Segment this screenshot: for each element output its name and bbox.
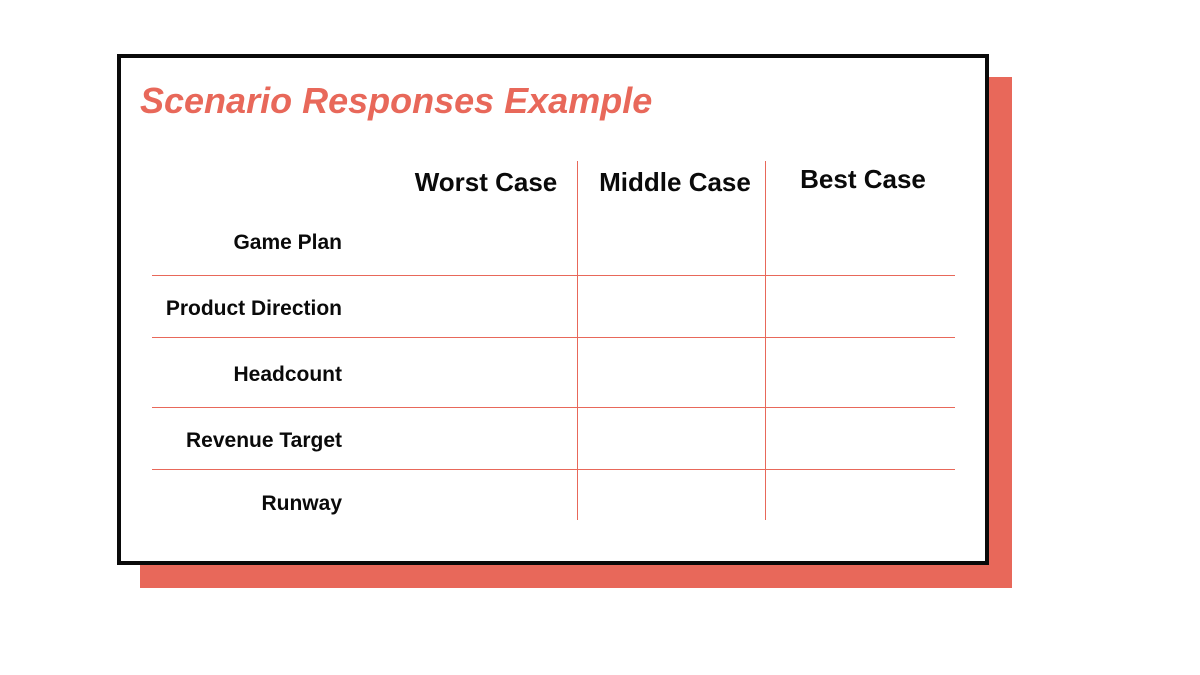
cell-product-direction-middle-case[interactable] [579,277,765,337]
page-title: Scenario Responses Example [140,80,653,121]
cell-game-plan-middle-case[interactable] [579,208,765,275]
row-divider [152,275,955,276]
column-divider [765,161,766,520]
cell-product-direction-worst-case[interactable] [361,277,577,337]
cell-headcount-best-case[interactable] [767,339,955,407]
cell-headcount-worst-case[interactable] [361,339,577,407]
column-header-best-case: Best Case [800,164,926,194]
cell-revenue-target-worst-case[interactable] [361,409,577,469]
cell-revenue-target-middle-case[interactable] [579,409,765,469]
row-divider [152,407,955,408]
cell-runway-middle-case[interactable] [579,471,765,520]
row-label-game-plan: Game Plan [233,231,342,254]
scenario-table-card [117,54,989,565]
cell-runway-best-case[interactable] [767,471,955,520]
cell-runway-worst-case[interactable] [361,471,577,520]
column-header-middle-case: Middle Case [599,167,751,197]
row-divider [152,337,955,338]
row-label-headcount: Headcount [233,363,342,386]
cell-game-plan-best-case[interactable] [767,208,955,275]
row-label-revenue-target: Revenue Target [186,429,342,452]
column-header-worst-case: Worst Case [414,167,558,197]
row-divider [152,469,955,470]
column-divider [577,161,578,520]
cell-revenue-target-best-case[interactable] [767,409,955,469]
cell-headcount-middle-case[interactable] [579,339,765,407]
row-label-product-direction: Product Direction [165,297,342,320]
cell-product-direction-best-case[interactable] [767,277,955,337]
row-label-runway: Runway [261,492,342,515]
cell-game-plan-worst-case[interactable] [361,208,577,275]
